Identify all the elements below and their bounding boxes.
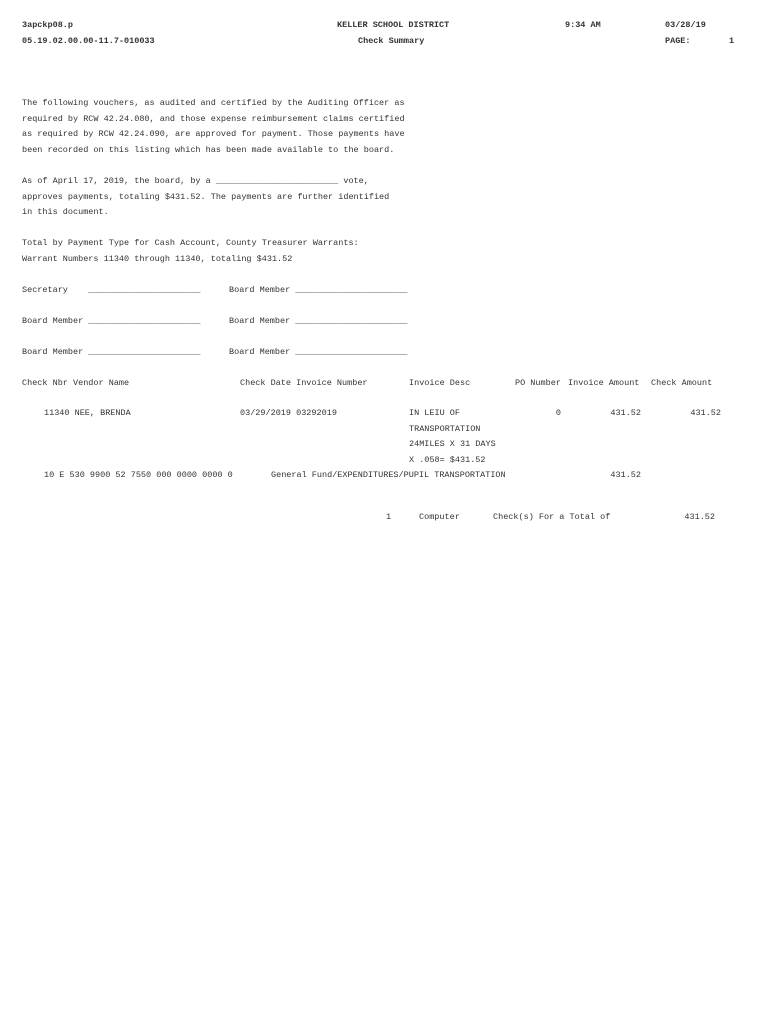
row-check-amount: 431.52 (690, 408, 721, 418)
statement-line: The following vouchers, as audited and certified by the Auditing Officer as (22, 98, 405, 108)
col-header-date-invoice: Check Date Invoice Number (240, 378, 368, 388)
col-header-check-amount: Check Amount (651, 378, 713, 388)
row-desc-line: X .058= $431.52 (409, 455, 486, 465)
statement-line: required by RCW 42.24.080, and those expense reimbursement claims certified (22, 114, 405, 124)
row-invoice-amount: 431.52 (610, 408, 641, 418)
row-desc-line: 24MILES X 31 DAYS (409, 439, 496, 449)
total-check-type: Computer (419, 512, 460, 522)
page-number: 1 (729, 36, 735, 46)
statement-line: been recorded on this listing which has been made available to the board. (22, 145, 395, 155)
signature-board-member: Board Member ______________________ (22, 316, 201, 326)
program-id: 3apckp08.p (22, 20, 74, 30)
col-header-invoice-desc: Invoice Desc (409, 378, 471, 388)
row-date-invoice: 03/29/2019 03292019 (240, 408, 337, 418)
totals-line: Warrant Numbers 11340 through 11340, totaling $431.52 (22, 254, 293, 264)
signature-secretary: Secretary ______________________ (22, 285, 201, 295)
statement-line: as required by RCW 42.24.090, are approved for payment. Those payments have (22, 129, 405, 139)
totals-line: Total by Payment Type for Cash Account, County Treasurer Warrants: (22, 238, 359, 248)
approval-line: in this document. (22, 207, 109, 217)
approval-line: approves payments, totaling $431.52. The payments are further identified (22, 192, 390, 202)
col-header-check-vendor: Check Nbr Vendor Name (22, 378, 130, 388)
distribution-description: General Fund/EXPENDITURES/PUPIL TRANSPORTATION (271, 470, 506, 480)
report-title: Check Summary (358, 36, 425, 46)
signature-board-member: Board Member ______________________ (229, 285, 408, 295)
report-date: 03/28/19 (665, 20, 706, 30)
total-amount: 431.52 (684, 512, 715, 522)
report-time: 9:34 AM (565, 20, 601, 30)
signature-board-member: Board Member ______________________ (22, 347, 201, 357)
col-header-invoice-amount: Invoice Amount (568, 378, 640, 388)
approval-line: As of April 17, 2019, the board, by a ________________________ vote, (22, 176, 369, 186)
row-check-vendor: 11340 NEE, BRENDA (44, 408, 131, 418)
version-id: 05.19.02.00.00-11.7-010033 (22, 36, 155, 46)
total-check-count: 1 (386, 512, 392, 522)
col-header-po-number: PO Number (515, 378, 561, 388)
total-label: Check(s) For a Total of (493, 512, 611, 522)
row-desc-line: IN LEIU OF (409, 408, 461, 418)
distribution-account: 10 E 530 9900 52 7550 000 0000 0000 0 (44, 470, 233, 480)
district-name: KELLER SCHOOL DISTRICT (337, 20, 450, 30)
page-label: PAGE: (665, 36, 691, 46)
signature-board-member: Board Member ______________________ (229, 347, 408, 357)
distribution-amount: 431.52 (610, 470, 641, 480)
signature-board-member: Board Member ______________________ (229, 316, 408, 326)
row-po-number: 0 (555, 408, 561, 418)
row-desc-line: TRANSPORTATION (409, 424, 481, 434)
